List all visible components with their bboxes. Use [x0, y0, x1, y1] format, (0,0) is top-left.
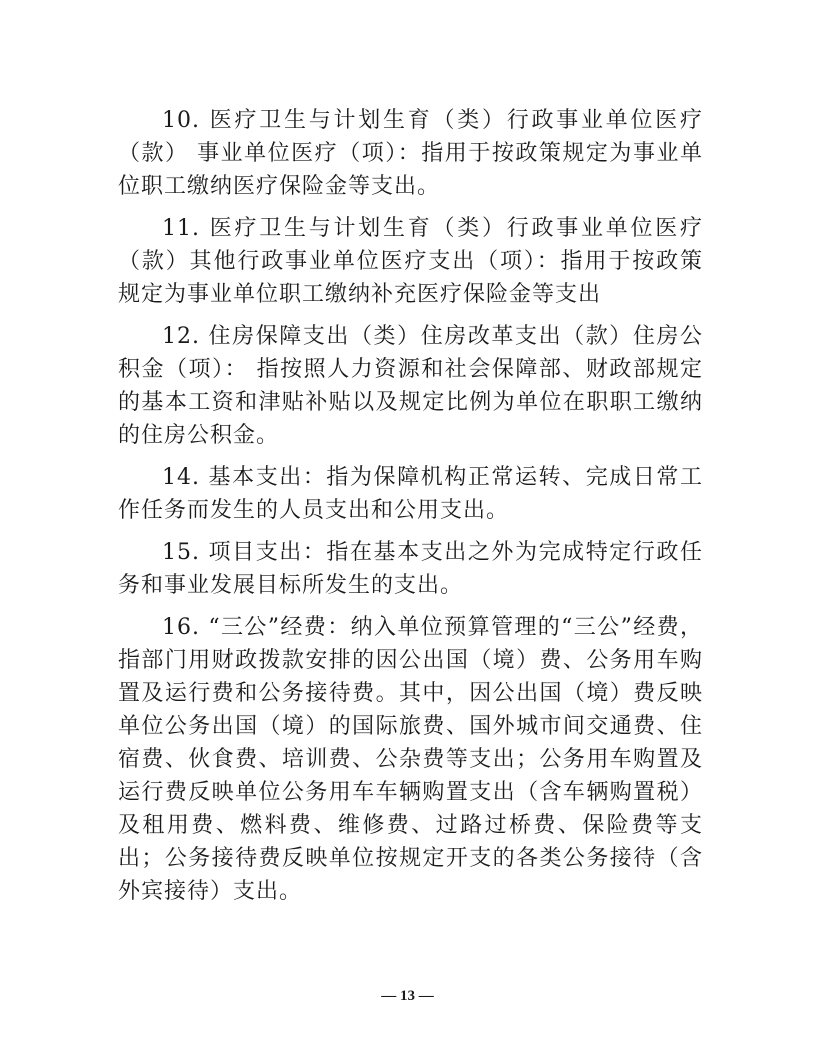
- paragraph-item-16: 16. “三公”经费：纳入单位预算管理的“三公”经费，指部门用财政拨款安排的因公出国（境）费、公务用车购置及运行费和公务接待费。其中，因公出国（境）费反映单位公务出国（境）的国际旅费、国外城市间交通费、住宿费、伙食费、培训费、公杂费等支出；公务用车购置及运行费反映单位公务用车车辆购置支出（含车辆购置税）及租用费、燃料费、维修费、过路过桥费、保险费等支出；公务接待费反映单位按规定开支的各类公务接待（含外宾接待）支出。: [118, 615, 703, 904]
- paragraph-item-10: 10. 医疗卫生与计划生育（类）行政事业单位医疗（款） 事业单位医疗（项）：指用于按政策规定为事业单位职工缴纳医疗保险金等支出。: [118, 108, 703, 199]
- paragraph-item-15: 15. 项目支出：指在基本支出之外为完成特定行政任务和事业发展目标所发生的支出。: [118, 540, 703, 598]
- page-number: — 13 —: [381, 988, 434, 1004]
- document-body: [118, 104, 703, 908]
- paragraph-item-11: 11. 医疗卫生与计划生育（类）行政事业单位医疗（款）其他行政事业单位医疗支出（项）：指用于按政策规定为事业单位职工缴纳补充医疗保险金等支出: [118, 216, 703, 307]
- paragraph-item-14: 14. 基本支出：指为保障机构正常运转、完成日常工作任务而发生的人员支出和公用支出。: [118, 465, 703, 523]
- paragraph-item-12: 12. 住房保障支出（类）住房改革支出（款）住房公积金（项）： 指按照人力资源和社会保障部、财政部规定的基本工资和津贴补贴以及规定比例为单位在职职工缴纳的住房公积金。: [118, 324, 703, 448]
